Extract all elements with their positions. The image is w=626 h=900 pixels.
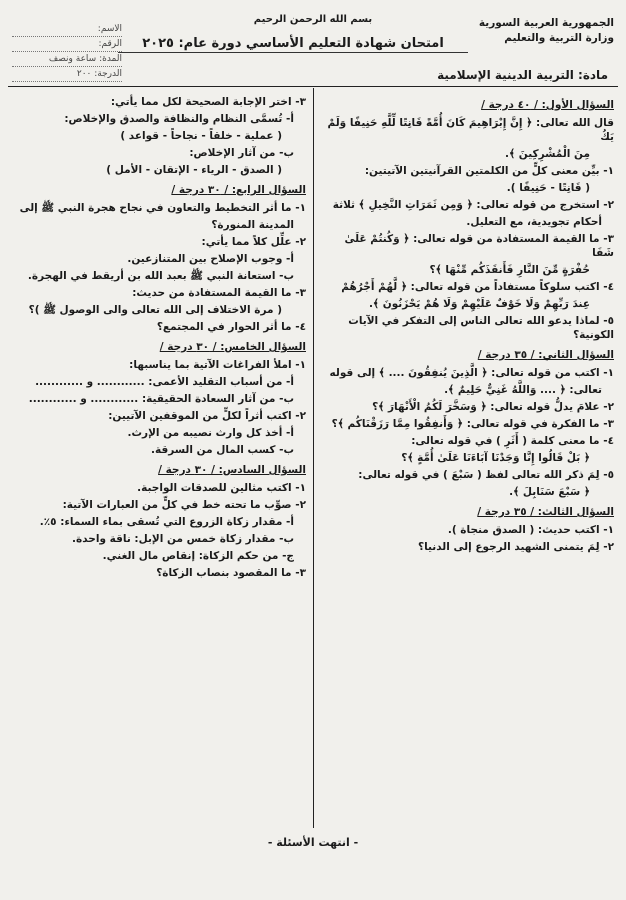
end-of-questions: - انتهت الأسئلة - (267, 836, 359, 849)
question-line: ب- استعانة النبي ﷺ بعبد الله بن أريقط في الهجرة. (27, 270, 294, 282)
question-line: ١- املأ الفراغات الآتية بما يناسبها: (129, 359, 306, 371)
field-name: الاسم: (12, 22, 122, 37)
question-heading: السؤال الثاني: / ٣٥ درجة / (477, 349, 614, 361)
question-line: ٣- ما الفكرة في قوله تعالى: ﴿ وَأَنفِقُوا مِمَّا رَزَقْنَاكُم ﴾؟ (331, 418, 614, 430)
question-line: ٢- علامَ يدلُّ قوله تعالى: ﴿ وَسَخَّرَ لَكُمُ الْأَنْهَارَ ﴾؟ (372, 401, 614, 413)
quoted-text: ( مرة الاختلاف إلى الله تعالى والى الوصول ﷺ )؟ (28, 304, 282, 316)
question-line: قال الله تعالى: ﴿ إِنَّ إِبْرَاهِيمَ كَانَ أُمَّةً قَانِتًا لِّلَّهِ حَنِيفًا وَلَمْ يَكُ (327, 117, 614, 143)
question-line: تعالى: ﴿ .... وَاللَّهُ غَنِيٌّ حَلِيمٌ ﴾. (444, 384, 602, 396)
question-line: أ- أخذ كل وارث نصيبه من الإرث. (127, 427, 294, 439)
column-divider (313, 88, 314, 828)
exam-title: امتحان شهادة التعليم الأساسي دورة عام: ٢٠٢٥ (118, 36, 468, 53)
question-line: أ- وجوب الإصلاح بين المتنازعين. (127, 253, 294, 265)
question-line: ١- ما أثر التخطيط والتعاون في نجاح هجرة النبي ﷺ إلى (19, 202, 306, 214)
question-heading: السؤال الثالث: / ٣٥ درجة / (477, 506, 614, 518)
question-line: ٥- لماذا يدعو الله تعالى الناس إلى التفكر في الآيات الكونية؟ (348, 315, 614, 341)
question-line: ج- من حكم الزكاة: إنقاص مال الغني. (102, 550, 294, 562)
question-line: ٤- ما معنى كلمة ( أَثَرِ ) في قوله تعالى: (411, 435, 614, 447)
question-line: ١- اكتب حديث: ( الصدق منجاة ). (447, 524, 614, 536)
bismillah: بسم الله الرحمن الرحيم (253, 14, 373, 25)
question-heading: السؤال السادس: / ٣٠ درجة / (158, 464, 306, 476)
right-column (322, 92, 614, 557)
question-line: ٣- ما القيمة المستفادة من قوله تعالى: ﴿ وَكُنتُمْ عَلَىٰ شَفَا (344, 233, 614, 259)
question-heading: السؤال الرابع: / ٣٠ درجة / (171, 184, 306, 196)
question-line: ٤- ما أثر الحوار في المجتمع؟ (156, 321, 306, 333)
question-line: ٤- اكتب سلوكاً مستفاداً من قوله تعالى: ﴿ لَّهُمْ أَجْرُهُمْ (341, 281, 614, 293)
question-line: ٢- صوِّب ما تحته خط في كلٍّ من العبارات الآتية: (62, 499, 306, 511)
quoted-text: ( الصدق - الرياء - الإتقان - الأمل ) (106, 164, 282, 176)
question-line: ب- كسب المال من السرقة. (150, 444, 294, 456)
quoted-text: مِنَ الْمُشْرِكِينَ ﴾. (504, 148, 590, 160)
question-line: ب- مقدار زكاة خمس من الإبل: ناقة واحدة. (72, 533, 294, 545)
field-grade: الدرجة: ٢٠٠ (12, 67, 122, 82)
student-fields (12, 22, 122, 82)
exam-header (8, 6, 618, 88)
question-line: ب- من آثار الإخلاص: (189, 147, 294, 159)
ministry-name: وزارة التربية والتعليم (504, 32, 614, 44)
quoted-text: عِندَ رَبِّهِمْ وَلَا خَوْفٌ عَلَيْهِمْ وَلَا هُمْ يَحْزَنُونَ ﴾. (368, 298, 590, 310)
question-line: ١- اكتب مثالين للصدقات الواجبة. (137, 482, 306, 494)
question-line: ٢- علِّل كلاً مما يأتي: (201, 236, 306, 248)
field-duration: المدة: ساعة ونصف (12, 52, 122, 67)
quoted-text: ﴿ بَلْ قَالُوا إِنَّا وَجَدْنَا آبَاءَنَا عَلَىٰ أُمَّةٍ ﴾؟ (401, 452, 590, 464)
quoted-text: ﴿ سَبْعَ سَنَابِلَ ﴾. (509, 486, 590, 498)
quoted-text: ( عملية - خلقاً - نجاحاً - قواعد ) (120, 130, 282, 142)
question-line: ٢- اكتب أثراً لكلٍّ من الموقفين الآتيين: (108, 410, 306, 422)
question-line: ١- اكتب من قوله تعالى: ﴿ الَّذِينَ يُنفِقُونَ .... ﴾ إلى قوله (329, 367, 614, 379)
question-line: ٥- لِمَ ذكر الله تعالى لفظ ( سَبْعَ ) في قوله تعالى: (358, 469, 614, 481)
question-line: ب- من آثار السعادة الحقيقية: ............ و ............ (28, 393, 294, 405)
question-line: ١- بيِّن معنى كلٍّ من الكلمتين القرآنيتين الآتيتين: (364, 165, 614, 177)
republic-name: الجمهورية العربية السورية (478, 17, 614, 29)
question-line: ٢- لِمَ يتمنى الشهيد الرجوع إلى الدنيا؟ (417, 541, 614, 553)
left-column (10, 92, 306, 583)
quoted-text: حُفْرَةٍ مِّنَ النَّارِ فَأَنقَذَكُم مِّنْهَا ﴾؟ (429, 264, 590, 276)
question-line: ٣- ما القيمة المستفادة من حديث: (132, 287, 306, 299)
question-heading: السؤال الخامس: / ٣٠ درجة / (159, 341, 306, 353)
question-line: المدينة المنورة؟ (211, 219, 294, 231)
header-divider (8, 86, 618, 87)
subject-title: مادة: التربية الدينية الإسلامية (437, 68, 608, 82)
quoted-text: ( قَانِتًا - حَنِيفًا ). (506, 182, 590, 194)
question-line: أحكام تجويدية، مع التعليل. (466, 216, 602, 228)
question-line: ٣- اختر الإجابة الصحيحة لكل مما يأتي: (110, 96, 306, 108)
question-line: ٢- استخرج من قوله تعالى: ﴿ وَمِن ثَمَرَاتِ النَّخِيلِ ﴾ ثلاثة (332, 199, 614, 211)
question-line: أ- من أسباب التقليد الأعمى: ............ و ............ (35, 376, 294, 388)
question-line: ٣- ما المقصود بنصاب الزكاة؟ (156, 567, 306, 579)
question-line: أ- مقدار زكاة الزروع التي تُسقى بماء السماء: ٥٪. (39, 516, 294, 528)
question-line: أ- تُسمَّى النظام والنظافة والصدق والإخلاص: (64, 113, 294, 125)
field-number: الرقم: (12, 37, 122, 52)
question-heading: السؤال الأول: / ٤٠ درجة / (481, 99, 614, 111)
